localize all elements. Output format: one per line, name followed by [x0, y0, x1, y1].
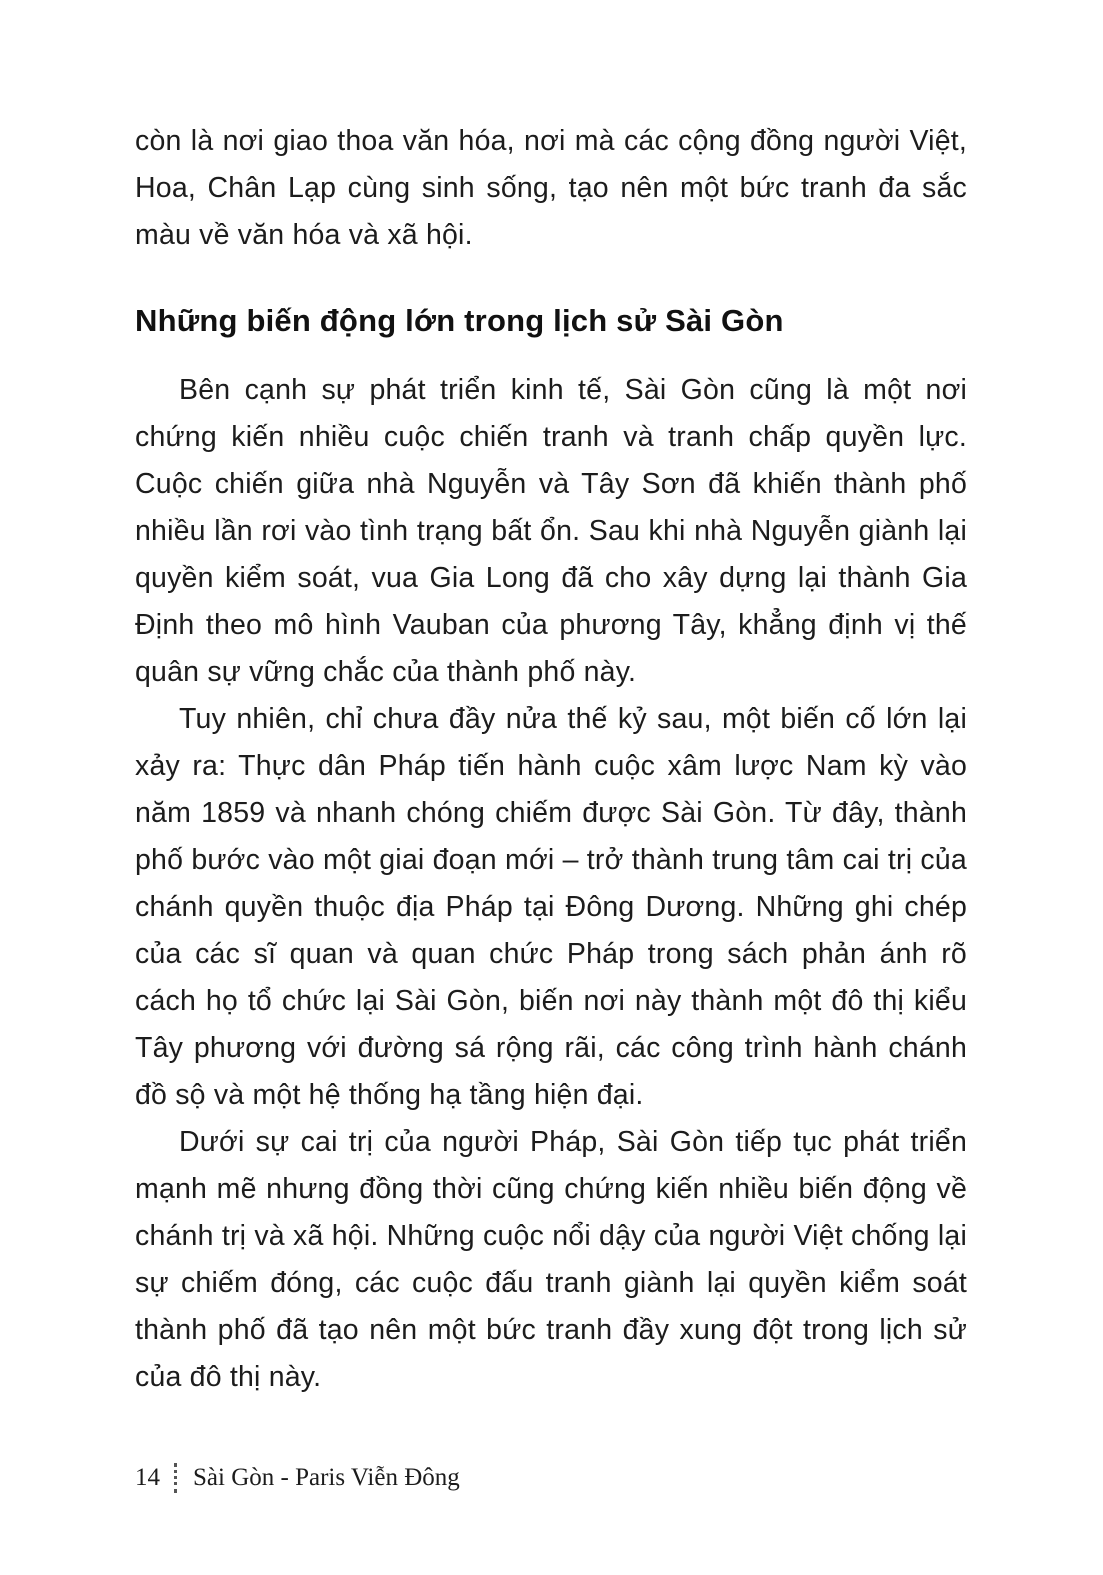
page-content: [135, 118, 967, 1401]
section-heading: Những biến động lớn trong lịch sử Sài Gòn: [135, 303, 784, 338]
book-title: Sài Gòn - Paris Viễn Đông: [193, 1464, 460, 1491]
paragraph-continuation: còn là nơi giao thoa văn hóa, nơi mà các cộng đồng người Việt, Hoa, Chân Lạp cùng sinh sống, tạo nên một bức tranh đa sắc màu về văn hóa và xã hội.: [135, 125, 967, 251]
page-footer: [135, 1463, 460, 1493]
paragraph: Bên cạnh sự phát triển kinh tế, Sài Gòn cũng là một nơi chứng kiến nhiều cuộc chiến tranh và tranh chấp quyền lực. Cuộc chiến giữa nhà Nguyễn và Tây Sơn đã khiến thành phố nhiều lần rơi vào tình trạng bất ổn. Sau khi nhà Nguyễn giành lại quyền kiểm soát, vua Gia Long đã cho xây dựng lại thành Gia Định theo mô hình Vauban của phương Tây, khẳng định vị thế quân sự vững chắc của thành phố này.: [135, 374, 967, 688]
page-number: 14: [135, 1464, 160, 1491]
footer-divider: [174, 1463, 177, 1493]
paragraph: Tuy nhiên, chỉ chưa đầy nửa thế kỷ sau, một biến cố lớn lại xảy ra: Thực dân Pháp tiến hành cuộc xâm lược Nam kỳ vào năm 1859 và nhanh chóng chiếm được Sài Gòn. Từ đây, thành phố bước vào một giai đoạn mới – trở thành trung tâm cai trị của chánh quyền thuộc địa Pháp tại Đông Dương. Những ghi chép của các sĩ quan và quan chức Pháp trong sách phản ánh rõ cách họ tổ chức lại Sài Gòn, biến nơi này thành một đô thị kiểu Tây phương với đường sá rộng rãi, các công trình hành chánh đồ sộ và một hệ thống hạ tầng hiện đại.: [135, 703, 967, 1111]
paragraph: Dưới sự cai trị của người Pháp, Sài Gòn tiếp tục phát triển mạnh mẽ nhưng đồng thời cũng chứng kiến nhiều biến động về chánh trị và xã hội. Những cuộc nổi dậy của người Việt chống lại sự chiếm đóng, các cuộc đấu tranh giành lại quyền kiểm soát thành phố đã tạo nên một bức tranh đầy xung đột trong lịch sử của đô thị này.: [135, 1126, 967, 1393]
